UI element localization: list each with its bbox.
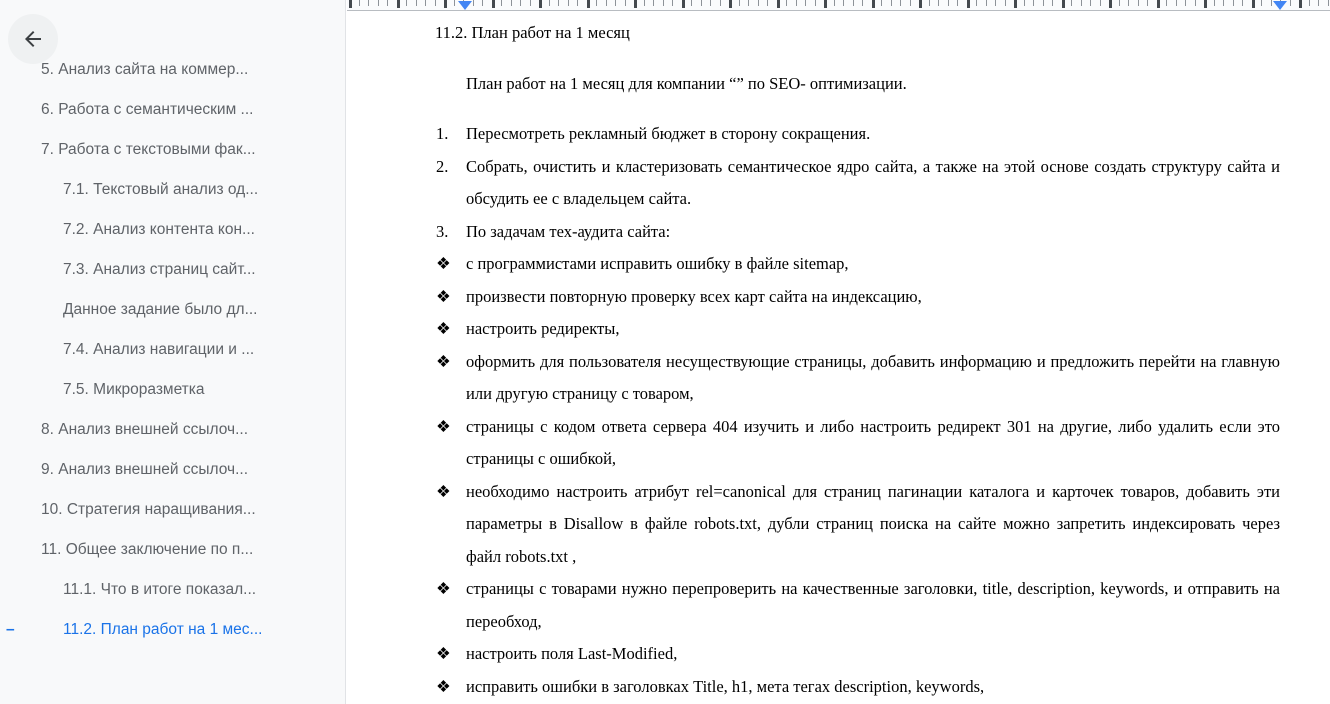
block-text: оформить для пользователя несуществующие страницы, добавить информацию и предложить перейти на главную или другую страницу с товаром, [466,351,1280,403]
active-item-marker: – [6,621,15,638]
block-text: страницы с кодом ответа сервера 404 изучить и либо настроить редирект 301 на другие, либо удалить если это страницы с ошибкой, [466,416,1280,468]
outline-item-label: 7.5. Микроразметка [63,381,205,398]
list-marker: 3. [436,221,449,241]
outline-item-label: 7. Работа с текстовыми фак... [41,141,256,158]
block-text: Собрать, очистить и кластеризовать семантическое ядро сайта, а также на этой основе создать структуру сайта и обсудить ее с владельцем сайта. [466,156,1280,208]
document-page[interactable] [346,11,1330,704]
list-marker: 1. [436,124,449,143]
left-indent-marker-icon[interactable] [458,1,472,10]
block-text: с программистами исправить ошибку в файле sitemap, [466,254,849,273]
list-marker: 2. [436,156,449,176]
doc-block [435,313,1280,346]
outline-item[interactable] [0,410,344,450]
right-indent-marker-icon[interactable] [1273,1,1287,10]
doc-block [435,248,1280,281]
block-text: исправить ошибки в заголовках Title, h1, мета тегах description, keywords, [466,676,985,696]
document-outline-sidebar [0,0,346,704]
outline-item-label: 5. Анализ сайта на коммер... [41,61,249,78]
outline-item-label: 9. Анализ внешней ссылоч... [41,461,248,478]
doc-block [435,573,1280,638]
outline-item-label: 10. Стратегия наращивания... [41,501,256,518]
doc-block [435,411,1280,476]
doc-block [435,671,1280,704]
outline-item-label: 11. Общее заключение по п... [41,541,254,558]
list-marker: ❖ [436,676,451,696]
block-text: произвести повторную проверку всех карт сайта на индексацию, [466,286,922,306]
outline-item[interactable] [0,330,344,370]
list-marker: ❖ [436,481,451,501]
list-marker: ❖ [436,351,451,371]
outline-item-label: Данное задание было дл... [63,301,258,318]
horizontal-ruler [347,0,1330,11]
list-marker: ❖ [436,416,451,436]
outline-item[interactable] [0,490,344,530]
doc-block [435,151,1280,216]
outline-item-label: 6. Работа с семантическим ... [41,101,254,118]
outline-item[interactable] [0,450,344,490]
outline-item[interactable] [0,90,344,130]
outline-item[interactable] [0,50,344,90]
outline-item-label: 7.3. Анализ страниц сайт... [63,261,256,278]
doc-block [435,216,1280,249]
outline-item-label: 11.2. План работ на 1 мес... [63,621,263,638]
doc-block [435,346,1280,411]
outline-scroll-area[interactable] [0,61,344,704]
block-text: настроить редиректы, [466,319,620,338]
outline-item[interactable] [0,290,344,330]
outline-item-label: 7.1. Текстовый анализ од... [63,181,259,198]
block-text: необходимо настроить атрибут rel=canonical для страниц пагинации каталога и карточек товаров, добавить эти параметры в Disallow в файле robots.txt, дубли страниц поиска на сайте можно запретить индексировать через файл robots.txt , [466,481,1280,566]
outline-item[interactable] [0,530,344,570]
outline-list [0,50,344,650]
block-text: Пересмотреть рекламный бюджет в сторону сокращения. [466,124,871,143]
section-heading: 11.2. План работ на 1 месяц [435,23,630,42]
outline-item-label: 8. Анализ внешней ссылоч... [41,421,248,438]
doc-block [435,281,1280,314]
intro-paragraph: План работ на 1 месяц для компании “” по SEO- оптимизации. [466,73,907,93]
doc-block [435,638,1280,671]
outline-item-label: 7.2. Анализ контента кон... [63,221,255,238]
outline-item[interactable] [0,570,344,610]
outline-item[interactable] [0,610,344,650]
list-marker: ❖ [436,644,451,663]
doc-block [435,476,1280,574]
outline-item[interactable] [0,170,344,210]
list-marker: ❖ [436,319,451,338]
list-marker: ❖ [436,579,451,598]
outline-item[interactable] [0,370,344,410]
doc-block [435,118,1280,151]
outline-item[interactable] [0,210,344,250]
document-blocks [435,118,1280,703]
block-text: настроить поля Last-Modified, [466,644,678,663]
outline-item-label: 7.4. Анализ навигации и ... [63,341,255,358]
back-arrow-icon [21,27,45,51]
block-text: страницы с товарами нужно перепроверить на качественные заголовки, title, description, keywords, и отправить на переобход, [466,579,1280,631]
list-marker: ❖ [436,254,451,273]
outline-item[interactable] [0,250,344,290]
list-marker: ❖ [436,286,451,306]
outline-item[interactable] [0,130,344,170]
outline-item-label: 11.1. Что в итоге показал... [63,581,257,598]
block-text: По задачам тех-аудита сайта: [466,221,671,241]
